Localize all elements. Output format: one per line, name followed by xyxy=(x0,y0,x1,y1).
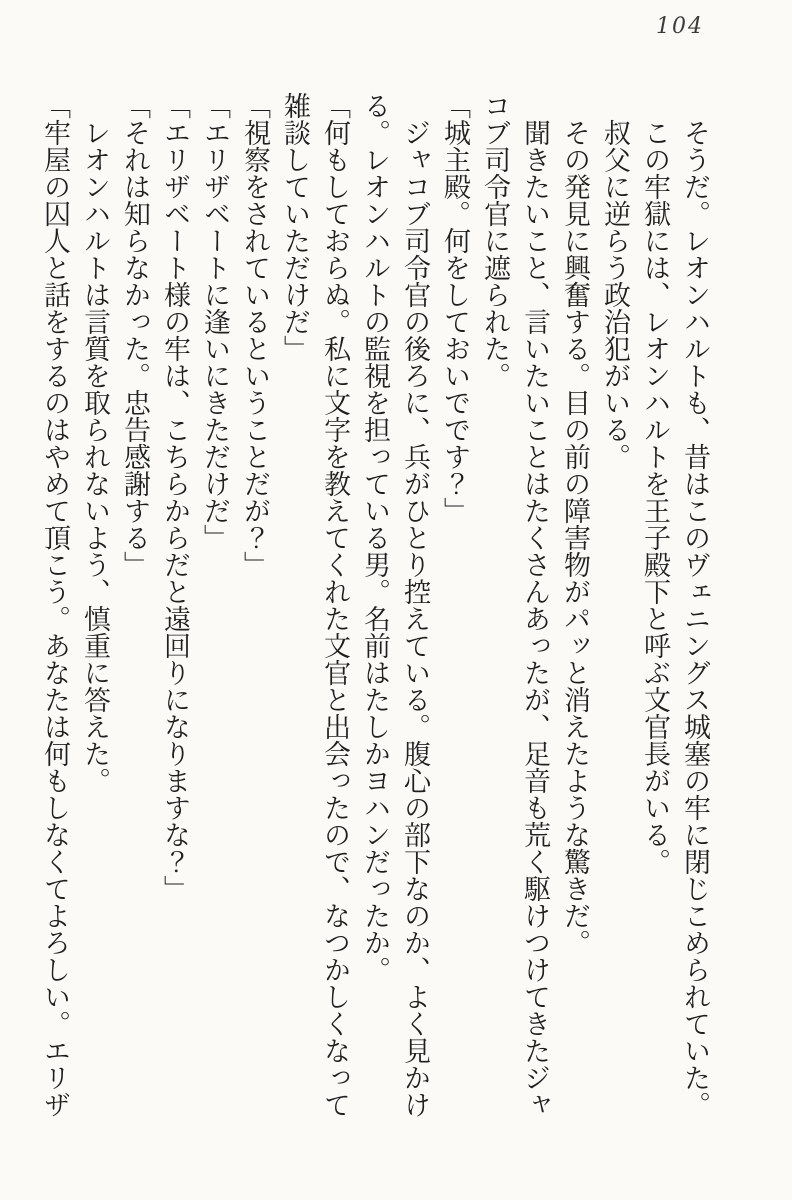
paragraph: 聞きたいこと、言いたいことはたくさんあったが、足音も荒く駆けつけてきたジャコブ司令官に遮られた。 xyxy=(479,92,550,1118)
page-number: 104 xyxy=(656,14,704,39)
paragraph: 「視察をされているということだが？」 xyxy=(239,92,270,578)
paragraph: 叔父に逆らう政治犯がいる。 xyxy=(599,119,630,470)
paragraph: 「何もしておらぬ。私に文字を教えてくれた文官と出会ったので、なつかしくなって雑談していただけだ」 xyxy=(279,92,350,1118)
paragraph: そうだ。レオンハルトも、昔はこのヴェニングス城塞の牢に閉じこめられていた。 xyxy=(679,119,710,1118)
paragraph: レオンハルトは言質を取られないよう、慎重に答えた。 xyxy=(79,119,110,794)
text-block xyxy=(34,92,714,1132)
paragraph: 「それは知らなかった。忠告感謝する」 xyxy=(119,92,150,578)
paragraph: この牢獄には、レオンハルトを王子殿下と呼ぶ文官長がいる。 xyxy=(639,119,670,875)
paragraph: 「エリザベート様の牢は、こちらからだと遠回りになりますな？」 xyxy=(159,92,190,902)
paragraph: 「エリザベートに逢いにきただけだ」 xyxy=(199,92,230,551)
paragraph: 「城主殿。何をしておいでです？」 xyxy=(439,92,470,524)
paragraph: 「牢屋の囚人と話をするのはやめて頂こう。あなたは何もしなくてよろしい。エリザ xyxy=(39,92,70,1118)
paragraph: その発見に興奮する。目の前の障害物がパッと消えたような驚きだ。 xyxy=(559,119,590,956)
paragraph: ジャコブ司令官の後ろに、兵がひとり控えている。腹心の部下なのか、よく見かける。レオンハルトの監視を担っている男。名前はたしかヨハンだったか。 xyxy=(359,92,430,1118)
